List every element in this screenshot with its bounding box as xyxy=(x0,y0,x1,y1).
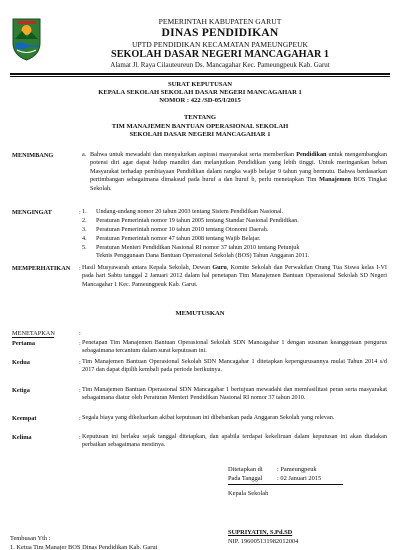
decision-colon-4: : xyxy=(79,415,81,422)
menetapkan-underline xyxy=(12,337,54,338)
decision-label-1: Pertama xyxy=(12,340,36,347)
mengingat-colon: : xyxy=(79,209,81,216)
subject-label: TENTANG xyxy=(183,114,217,121)
issued-place-value: : Pameungpeuk xyxy=(277,466,317,473)
mengingat-item-4: 4. Peraturan Pemerintah nomor 47 tahun 2008 tentang Wajib Belajar. xyxy=(82,235,261,242)
garut-regency-logo xyxy=(10,17,43,61)
mengingat-item-5: 5. Peraturan Menteri Pendidikan Nasional RI nomor 37 tahun 2010 tentang Petunjuk xyxy=(82,244,300,251)
date-underline xyxy=(228,484,343,485)
memperhatikan-label: MEMPERHATIKAN xyxy=(12,265,71,272)
decree-issuer: KEPALA SEKOLAH SEKOLAH DASAR NEGERI MANCAGAHAR 1 xyxy=(98,89,302,96)
decision-label-4: Keempat xyxy=(12,415,37,422)
school-address: Alamat Jl. Raya Cilauteureun Ds. Mancagahar Kec. Pameungpeuk Kab. Garut xyxy=(110,61,330,69)
mengingat-item-5-continuation: Teknis Penggunaan Dana Bantuan Operasional Sekolah (BOS) Tahun Anggaran 2011. xyxy=(96,252,310,259)
menimbang-text: Bahwa untuk mewadahi dan menyalurkan aspirasi masyarakat serta memberikan Pendidikan untuk mengembangkan potensi diri agar dapat hidup mandiri dan melanjutkan Pendidikan yang lebih tinggi. Untuk meringankan beban Masyarakat terhadap pembiayaan Pendidikan dalam rangka wajib belajar 9 tahun yang bermutu. Bahwa berdasarkan pertimbangan sebagaimana dimaksud pada huruf a dan huruf b, perlu menetapkan Tim Manajemen BOS Tingkat Sekolah. xyxy=(90,151,388,192)
decision-colon-3: : xyxy=(79,387,81,394)
issued-date-label: Pada Tanggal xyxy=(228,475,263,482)
letterhead-rule-thick xyxy=(10,73,390,75)
memutuskan-heading: MEMUTUSKAN xyxy=(175,310,225,317)
signatory-name: SUPRIYATIN, S.Pd.SD xyxy=(228,529,293,536)
mengingat-item-3: 3. Peraturan Pemerintah nomor 10 tahun 2010 tentang Otonomi Daerah. xyxy=(82,226,269,233)
decision-label-5: Kelima xyxy=(12,434,32,441)
decision-text-1: Penetapan Tim Manajemen Bantuan Operasional Sekolah SDN Mancagahar 1 dengan susunan keanggotaan pengurus sebagaimana tercantum dalam surat keputusan ini. xyxy=(82,339,387,355)
decision-colon-1: : xyxy=(79,340,81,347)
decision-colon-5: : xyxy=(79,434,81,441)
school-name: SEKOLAH DASAR NEGERI MANCAGAHAR 1 xyxy=(111,49,329,60)
subject-line-1: TIM MANAJEMEN BANTUAN OPERASIONAL SEKOLAH xyxy=(111,123,289,130)
mengingat-item-1: 1. Undang-undang nomor 20 tahun 2003 tentang Sistem Pendidikan Nasional. xyxy=(82,208,284,215)
signatory-nip: NIP. 196005131982012004 xyxy=(228,538,299,545)
agency-name: DINAS PENDIDIKAN xyxy=(161,26,279,39)
menetapkan-colon: : xyxy=(79,330,81,337)
cc-label: Tembusan Yth : xyxy=(10,535,51,542)
decision-label-2: Kedua xyxy=(12,359,30,366)
mengingat-label: MENGINGAT xyxy=(12,209,52,216)
menetapkan-label: MENETAPKAN xyxy=(12,330,55,337)
letterhead-rule-thin xyxy=(10,76,390,77)
menimbang-prefix: a. xyxy=(82,151,87,158)
decision-text-5: Keputusan ini berlaku sejak tanggal ditetapkan, dan apabila terdapat kekeliruan dalam keputusan ini akan diadakan perbaikan sebagaimana mestinya. xyxy=(82,433,387,449)
decree-number: NOMOR : 422 /SD-05/I/2015 xyxy=(159,97,241,104)
decision-colon-2: : xyxy=(79,359,81,366)
decree-title: SURAT KEPUTUSAN xyxy=(167,81,233,88)
subject-line-2: SEKOLAH DASAR NEGERI MANCAGAHAR 1 xyxy=(129,131,271,138)
memperhatikan-text: Hasil Musyawarah antara Kepala Sekolah, Dewan Guru, Komite Sekolah dan Perwakilan Orang Tua Siswa kelas I-VI pada hari Sabtu tanggal 2 Januari 2012 dalam hal penetapan Tim Manajemen Bantuan Operasional Sekolah SD Negeri Mancagahar 1 Kec. Pameungpeuk Kab. Garut. xyxy=(82,264,387,288)
decision-text-3: Tim Manajemen Bantuan Operasional SDN Mancagahar 1 bertujuan mewadahi dan memfasilitasi peran serta masyarakat sebagaimana diatur oleh Peraturan Menteri Pendidikan Nasional RI nomor 37 tahun 2010. xyxy=(82,386,387,402)
decision-text-2: Tim Manajemen Bantuan Operasional Sekolah SDN Mancagahar 1 ditetapkan kepengurusannya mulai Tahun 2014 s/d 2017 dan dapat dipilih kembali pada periode berikutnya. xyxy=(82,358,387,374)
memperhatikan-colon: : xyxy=(79,265,81,272)
issued-date-value: : 02 Januari 2015 xyxy=(277,475,322,482)
decision-text-4: Segala biaya yang dikeluarkan akibat keputusan ini dibebankan pada Anggaran Sekolah yang relevan. xyxy=(82,414,335,421)
issued-place-label: Ditetapkan di xyxy=(228,466,263,473)
signatory-role: Kepala Sekolah xyxy=(228,490,269,497)
decision-label-3: Ketiga xyxy=(12,387,30,394)
unit-name: UPTD PENDIDIKAN KECAMATAN PAMEUNGPEUK xyxy=(131,40,309,49)
mengingat-item-2: 2. Peraturan Pemerintah nomor 19 tahun 2005 tentang Standar Nasional Pendidikan. xyxy=(82,217,299,224)
menimbang-label: MENIMBANG xyxy=(12,152,54,159)
government-name: PEMERINTAH KABUPATEN GARUT xyxy=(158,17,282,26)
cc-item-1: 1. Ketua Tim Manajer BOS Dinas Pendidikan Kab. Garut xyxy=(10,544,158,550)
